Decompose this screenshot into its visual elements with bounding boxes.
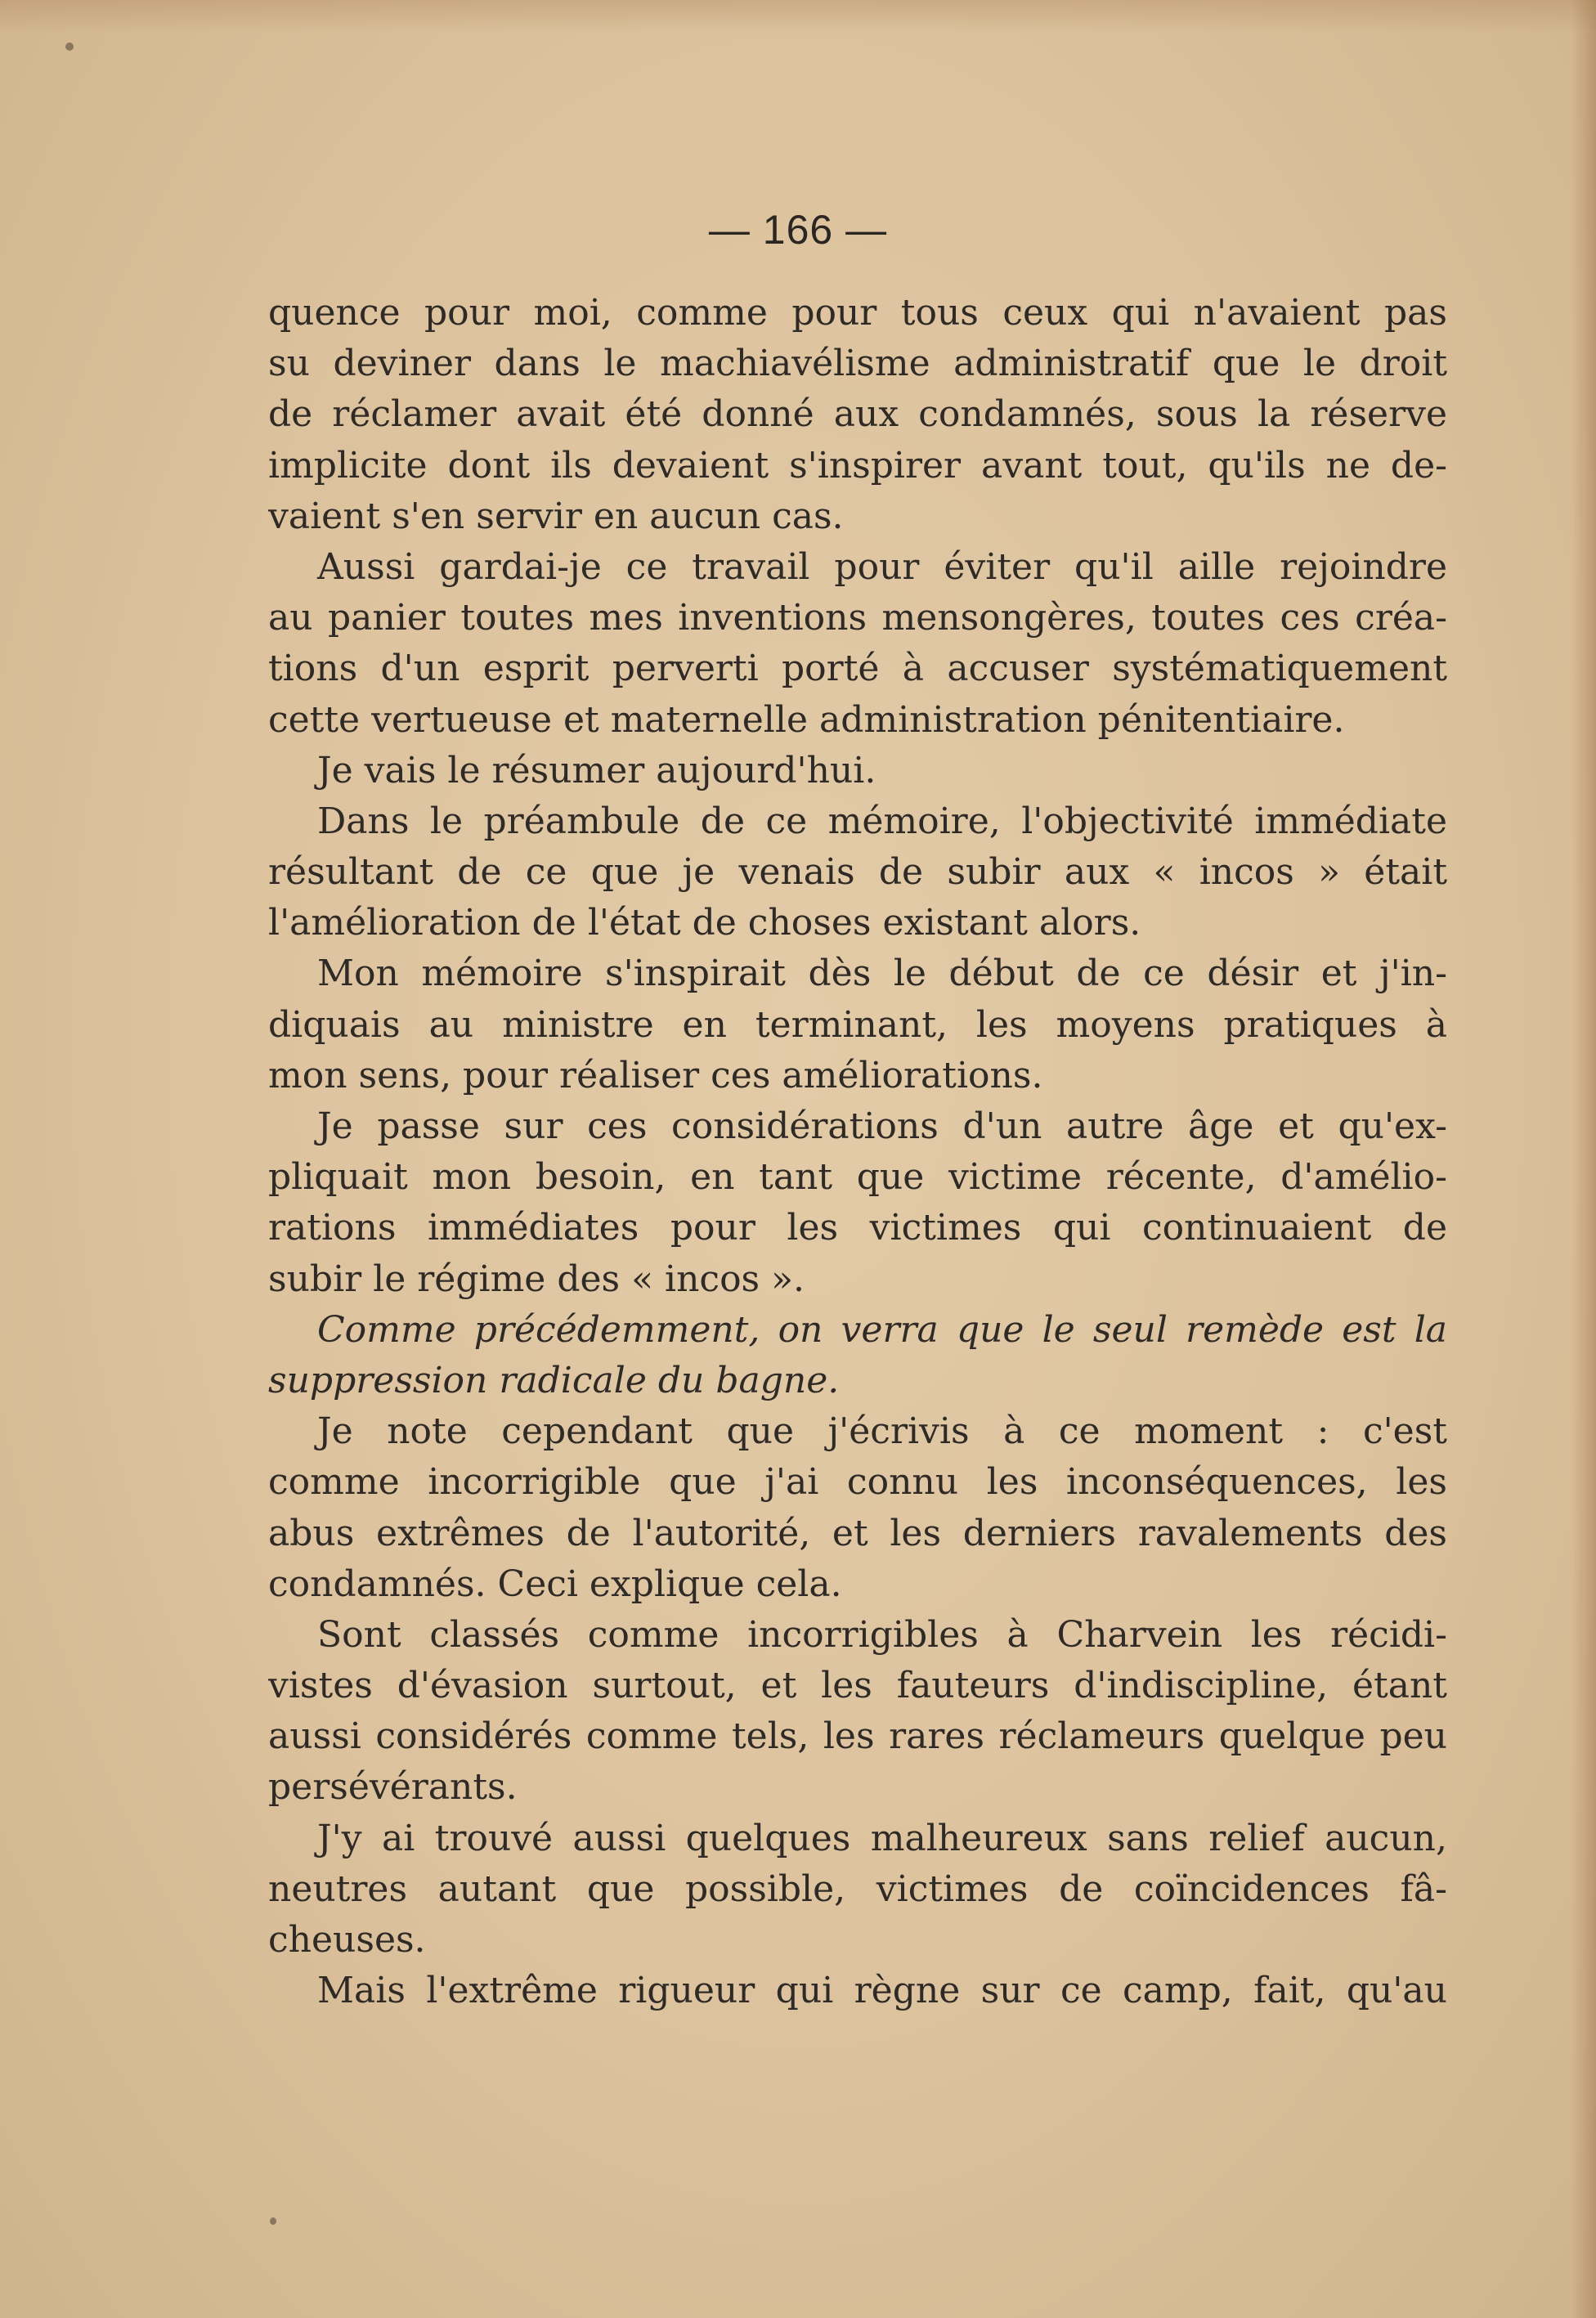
text-line: rations immédiates pour les victimes qui continuaient de <box>268 1207 1447 1249</box>
text-line: comme incorrigible que j'ai connu les inconséquences, les <box>268 1461 1447 1504</box>
page-number: — 166 — <box>708 207 888 253</box>
text-line-italic: Comme précédemment, on verra que le seul remède est la <box>317 1308 1447 1351</box>
text-line: au panier toutes mes inventions mensongères, toutes ces créa- <box>268 597 1447 639</box>
text-line: J'y ai trouvé aussi quelques malheureux sans relief aucun, <box>317 1817 1447 1859</box>
text-line: Sont classés comme incorrigibles à Charvein les récidi- <box>317 1613 1447 1656</box>
text-line: Mais l'extrême rigueur qui règne sur ce camp, fait, qu'au <box>317 1970 1447 2012</box>
text-line: cheuses. <box>268 1919 426 1961</box>
text-line: vaient s'en servir en aucun cas. <box>268 495 844 537</box>
page-shadow-top <box>0 0 1596 33</box>
text-line: vistes d'évasion surtout, et les fauteurs d'indiscipline, étant <box>268 1665 1447 1707</box>
text-line: Aussi gardai-je ce travail pour éviter qu'il aille rejoindre <box>317 545 1447 588</box>
page-shadow-right <box>1571 0 1596 2318</box>
text-line: Mon mémoire s'inspirait dès le début de ce désir et j'in- <box>317 953 1447 995</box>
text-line: su deviner dans le machiavélisme administratif que le droit <box>268 343 1447 385</box>
text-line: pliquait mon besoin, en tant que victime récente, d'amélio- <box>268 1156 1447 1199</box>
text-line: l'amélioration de l'état de choses existant alors. <box>268 902 1141 944</box>
text-line: résultant de ce que je venais de subir aux « incos » était <box>268 851 1447 894</box>
text-line: Dans le préambule de ce mémoire, l'objectivité immédiate <box>317 800 1447 842</box>
text-line: neutres autant que possible, victimes de coïncidences fâ- <box>268 1867 1447 1910</box>
ink-speck <box>270 2217 276 2225</box>
text-line: aussi considérés comme tels, les rares réclameurs quelque peu <box>268 1715 1447 1758</box>
text-line: Je vais le résumer aujourd'hui. <box>317 749 876 791</box>
text-line: Je passe sur ces considérations d'un autre âge et qu'ex- <box>317 1105 1447 1147</box>
text-line: implicite dont ils devaient s'inspirer avant tout, qu'ils ne de- <box>268 444 1447 486</box>
text-line: tions d'un esprit perverti porté à accuser systématiquement <box>268 648 1447 690</box>
text-line: subir le régime des « incos ». <box>268 1258 805 1300</box>
text-line-italic: suppression radicale du bagne. <box>268 1359 840 1401</box>
text-line: abus extrêmes de l'autorité, et les derniers ravalements des <box>268 1512 1447 1554</box>
text-line: persévérants. <box>268 1766 518 1809</box>
text-line: condamnés. Ceci explique cela. <box>268 1563 842 1605</box>
text-line: cette vertueuse et maternelle administration pénitentiaire. <box>268 698 1345 741</box>
text-line: mon sens, pour réaliser ces améliorations. <box>268 1054 1043 1096</box>
body-text <box>268 288 1447 2016</box>
text-line: diquais au ministre en terminant, les moyens pratiques à <box>268 1003 1447 1046</box>
ink-speck <box>65 43 74 51</box>
text-line: quence pour moi, comme pour tous ceux qui n'avaient pas <box>268 292 1447 334</box>
text-line: Je note cependant que j'écrivis à ce moment : c'est <box>317 1410 1447 1453</box>
text-line: de réclamer avait été donné aux condamnés, sous la réserve <box>268 393 1447 436</box>
